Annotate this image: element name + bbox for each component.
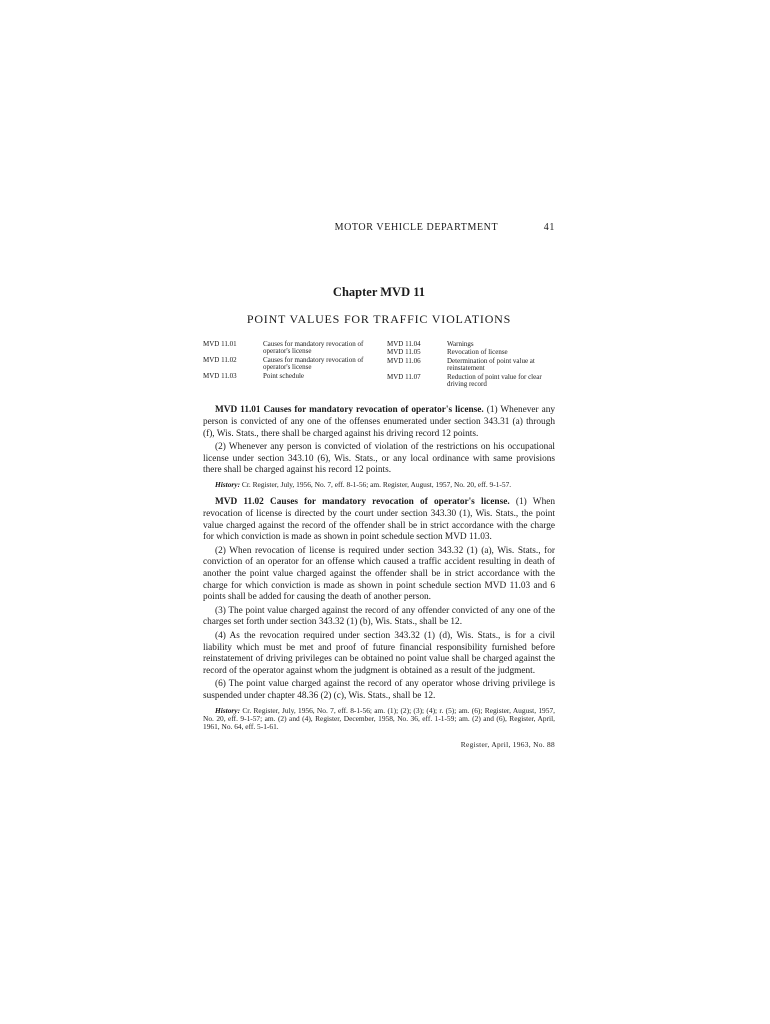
toc-text: Warnings: [447, 340, 474, 348]
section-paragraph: [203, 497, 555, 543]
toc-text: Point schedule: [263, 371, 305, 380]
section-paragraph: (2) Whenever any person is convicted of violation of the restrictions on his occupational license under section 343.10 (6), Wis. Stats., or any local ordinance with same provisions there shall be charged against his record 12 points.: [203, 442, 555, 476]
register-footer: Register, April, 1963, No. 88: [460, 739, 555, 749]
running-head: [203, 222, 555, 233]
toc-item: [387, 349, 555, 356]
chapter-label: Chapter MVD 11: [332, 285, 426, 299]
toc-text: Reduction of point value for clear driving record: [447, 372, 542, 389]
toc-column-right: [387, 341, 555, 389]
section-lead-text: (1) Whenever any person is convicted of any one of the offenses enumerated under section 343.31 (a) through (f), Wis. Stats., there shall be charged against his driving record 12 points.: [203, 405, 555, 439]
toc-item: [203, 373, 371, 380]
toc-item: [387, 341, 555, 348]
toc-text: Revocation of license: [447, 348, 508, 357]
history-note: [203, 707, 555, 732]
toc-number: MVD 11.06: [387, 356, 421, 365]
history-text: Cr. Register, July, 1956, No. 7, eff. 8-1-56; am. (1); (2); (3); (4); r. (5); am. (6); Register, August, 1957, No. 20, eff. 9-1-57; am. (2) and (4), Register, December, 1958, No. 36, eff. 1-1-59; am. (2) and (6), Register, April, 1961, No. 64, eff. 5-1-61.: [203, 705, 555, 732]
toc-number: MVD 11.01: [203, 340, 237, 348]
section-lead-text: (1) When revocation of license is directed by the court under section 343.30 (1), Wis. Stats., the point value charged against the record of the offender shall be in strict accordance with the charge for which conviction is made as shown in point schedule section MVD 11.03.: [203, 497, 555, 543]
document-body: [203, 405, 555, 731]
table-of-contents: [203, 341, 555, 389]
toc-number: MVD 11.02: [203, 355, 237, 364]
toc-item: [203, 357, 371, 372]
toc-number: MVD 11.07: [387, 372, 421, 381]
history-label: History:: [215, 480, 241, 489]
toc-number: MVD 11.03: [203, 371, 237, 380]
section-title: MVD 11.02 Causes for mandatory revocation of operator's license.: [215, 497, 510, 508]
section-paragraph: (6) The point value charged against the record of any operator whose driving privilege is suspended under chapter 48.36 (2) (c), Wis. Stats., shall be 12.: [203, 679, 555, 701]
toc-item: [387, 358, 555, 373]
toc-text: Determination of point value at reinstatement: [447, 356, 535, 373]
toc-item: [387, 374, 555, 389]
toc-text: Causes for mandatory revocation of operator's license: [263, 340, 364, 356]
history-note: [203, 481, 555, 489]
toc-number: MVD 11.05: [387, 348, 421, 357]
toc-number: MVD 11.04: [387, 340, 421, 348]
running-title: MOTOR VEHICLE DEPARTMENT: [334, 222, 499, 233]
section-paragraph: (3) The point value charged against the record of any offender convicted of any one of the charges set forth under section 343.32 (1) (b), Wis. Stats., shall be 12.: [203, 605, 555, 628]
chapter-title: POINT VALUES FOR TRAFFIC VIOLATIONS: [246, 312, 512, 326]
page-number: 41: [543, 222, 555, 233]
toc-column-left: [203, 341, 371, 389]
section-paragraph: [203, 405, 555, 440]
history-text: Cr. Register, July, 1956, No. 7, eff. 8-1-56; am. Register, August, 1957, No. 20, eff. 9-1-57.: [241, 480, 512, 489]
history-label: History:: [215, 705, 241, 715]
section-paragraph: (2) When revocation of license is required under section 343.32 (1) (a), Wis. Stats., for conviction of an operator for an offense which caused a traffic accident resulting in death of another the point value charged against the offender shall be in strict accordance with the charge for which conviction is made as shown in point schedule section MVD 11.03 and 6 points shall be added for causing the death of another person.: [203, 545, 555, 603]
section-title: MVD 11.01 Causes for mandatory revocation of operator's license.: [215, 405, 484, 416]
toc-text: Causes for mandatory revocation of operator's license: [263, 355, 364, 372]
document-page: [203, 222, 555, 749]
toc-item: [203, 341, 371, 356]
section-paragraph: (4) As the revocation required under section 343.32 (1) (d), Wis. Stats., is for a civil liability which must be met and proof of future financial responsibility furnished before reinstatement of driving privileges can be obtained no point value shall be charged against the record of the operator against whom the judgment is obtained as a result of the judgment.: [203, 630, 555, 676]
